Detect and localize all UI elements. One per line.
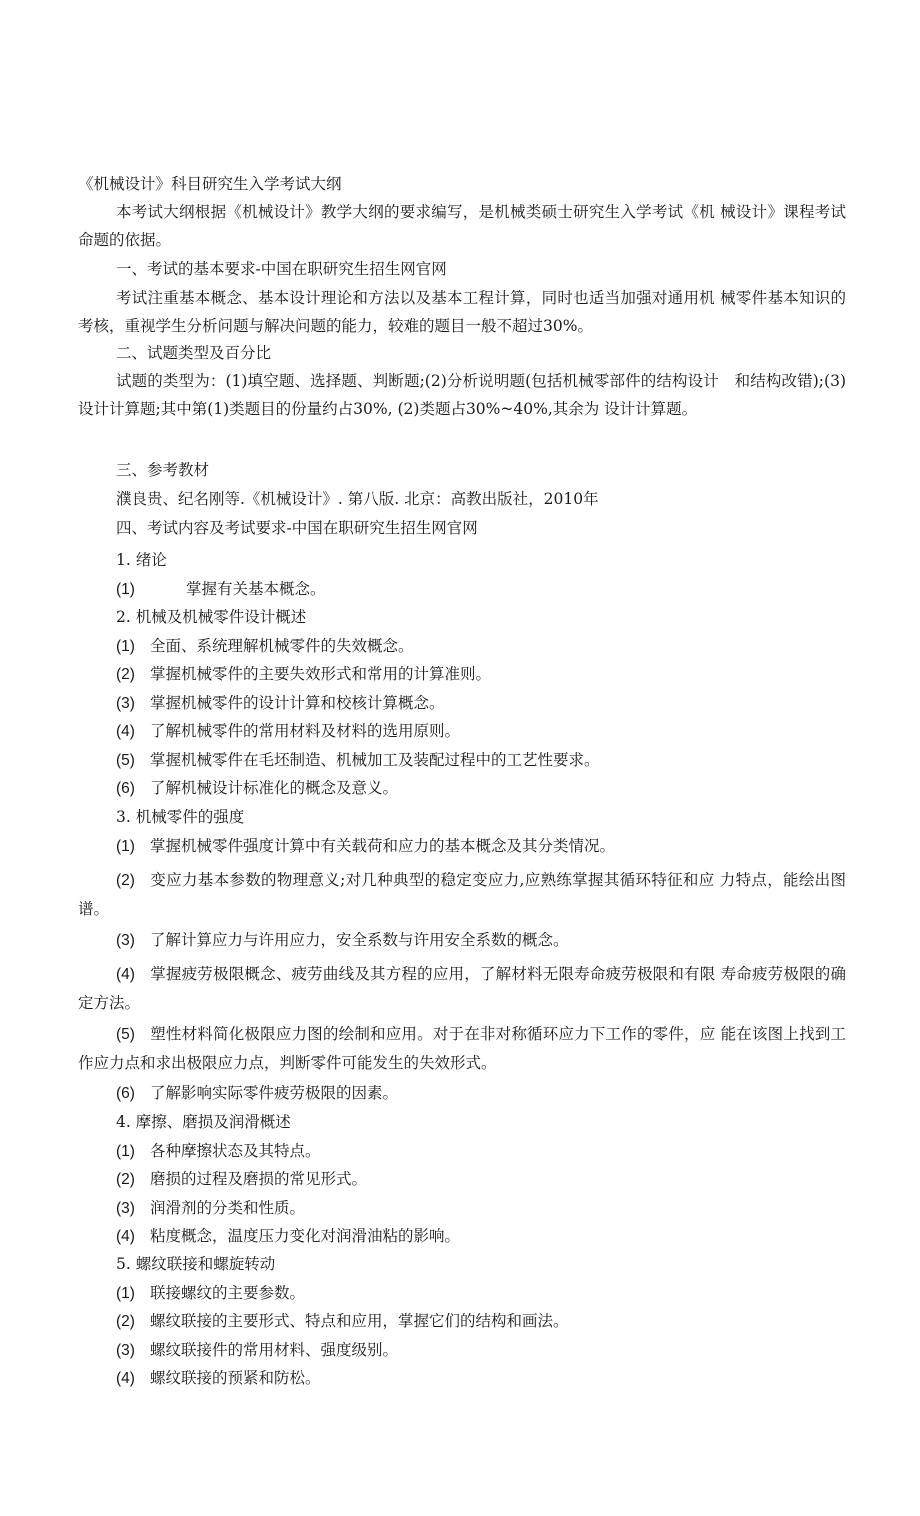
list-item xyxy=(116,1194,305,1223)
item-text: 粘度概念，温度压力变化对润滑油粘的影响。 xyxy=(150,1227,461,1245)
item-number: (1) xyxy=(116,638,135,655)
document-title: 《机械设计》科目研究生入学考试大纲 xyxy=(78,175,342,193)
chapter-3-heading: 3. 机械零件的强度 xyxy=(116,808,245,826)
list-item xyxy=(116,926,569,955)
list-item xyxy=(116,689,445,718)
list-item xyxy=(116,1079,398,1108)
item-number: (3) xyxy=(116,1200,135,1217)
item-text: 掌握有关基本概念。 xyxy=(186,580,326,598)
chapter-2-heading: 2. 机械及机械零件设计概述 xyxy=(116,608,307,626)
item-text: 磨损的过程及磨损的常见形式。 xyxy=(150,1170,368,1188)
item-number: (5) xyxy=(116,1026,135,1043)
list-item xyxy=(116,1364,321,1393)
section-4-heading: 四、考试内容及考试要求-中国在职研究生招生网官网 xyxy=(116,519,478,537)
item-number: (4) xyxy=(116,966,135,983)
item-text: 全面、系统理解机械零件的失效概念。 xyxy=(150,637,414,655)
list-item xyxy=(78,866,846,923)
item-text: 了解影响实际零件疲劳极限的因素。 xyxy=(150,1084,399,1102)
section-3-heading: 三、参考教材 xyxy=(116,461,210,479)
item-text: 掌握机械零件的设计计算和校核计算概念。 xyxy=(150,694,445,712)
section-2-heading: 二、试题类型及百分比 xyxy=(116,344,272,362)
item-number: (1) xyxy=(116,1285,135,1302)
list-item xyxy=(78,960,846,1017)
item-number: (1) xyxy=(116,838,135,855)
item-number: (3) xyxy=(116,695,135,712)
item-text: 掌握疲劳极限概念、疲劳曲线及其方程的应用，了解材料无限寿命疲劳极限和有限 寿命疲劳极限的确定方法。 xyxy=(78,965,846,1012)
item-text: 了解机械设计标准化的概念及意义。 xyxy=(150,779,399,797)
item-text: 了解计算应力与许用应力，安全系数与许用安全系数的概念。 xyxy=(150,931,569,949)
item-number: (3) xyxy=(116,1342,135,1359)
list-item xyxy=(116,1137,321,1166)
section-3-text: 濮良贵、纪名刚等.《机械设计》. 第八版. 北京：高教出版社，2010年 xyxy=(116,490,599,508)
section-2-text: 试题的类型为：(1)填空题、选择题、判断题;(2)分析说明题(包括机械零部件的结构设计 和结构改错);(3)设计计算题;其中第(1)类题目的份量约占30%, (2)类题占30%~40%,其余为 设计计算题。 xyxy=(78,372,846,418)
item-text: 润滑剂的分类和性质。 xyxy=(150,1199,306,1217)
list-item xyxy=(116,1165,367,1194)
item-number: (4) xyxy=(116,1370,135,1387)
chapter-1-heading: 1. 绪论 xyxy=(116,551,167,569)
item-number: (2) xyxy=(116,1171,135,1188)
chapter-5-heading: 5. 螺纹联接和螺旋转动 xyxy=(116,1255,276,1273)
item-text: 掌握机械零件在毛坯制造、机械加工及装配过程中的工艺性要求。 xyxy=(150,751,600,769)
intro-paragraph: 本考试大纲根据《机械设计》教学大纲的要求编写，是机械类硕士研究生入学考试《机 械设计》课程考试命题的依据。 xyxy=(78,203,846,249)
item-number: (4) xyxy=(116,1228,135,1245)
chapter-4-heading: 4. 摩擦、磨损及润滑概述 xyxy=(116,1113,291,1131)
item-text: 变应力基本参数的物理意义;对几种典型的稳定变应力,应熟练掌握其循环特征和应 力特点，能绘出图谱。 xyxy=(78,871,846,918)
item-number: (1) xyxy=(116,1143,135,1160)
section-1-heading: 一、考试的基本要求-中国在职研究生招生网官网 xyxy=(116,260,447,278)
list-item xyxy=(116,717,460,746)
list-item xyxy=(116,1222,460,1251)
item-number: (2) xyxy=(116,666,135,683)
list-item xyxy=(116,1279,305,1308)
item-number: (6) xyxy=(116,780,135,797)
item-text: 联接螺纹的主要参数。 xyxy=(150,1284,306,1302)
list-item xyxy=(116,660,491,689)
list-item xyxy=(116,1307,569,1336)
item-number: (6) xyxy=(116,1085,135,1102)
list-item xyxy=(78,1020,846,1077)
section-1-text: 考试注重基本概念、基本设计理论和方法以及基本工程计算，同时也适当加强对通用机 械零件基本知识的考核，重视学生分析问题与解决问题的能力，较难的题目一般不超过30%。 xyxy=(78,289,846,335)
list-item xyxy=(116,575,326,604)
item-number: (4) xyxy=(116,723,135,740)
item-text: 掌握机械零件的主要失效形式和常用的计算准则。 xyxy=(150,665,492,683)
item-number: (3) xyxy=(116,932,135,949)
item-number: (1) xyxy=(116,581,135,598)
item-text: 塑性材料简化极限应力图的绘制和应用。对于在非对称循环应力下工作的零件，应 能在该图上找到工作应力点和求出极限应力点，判断零件可能发生的失效形式。 xyxy=(78,1025,846,1072)
item-number: (2) xyxy=(116,872,135,889)
list-item xyxy=(116,632,414,661)
item-text: 螺纹联接的预紧和防松。 xyxy=(150,1369,321,1387)
list-item xyxy=(116,1336,398,1365)
item-text: 螺纹联接件的常用材料、强度级别。 xyxy=(150,1341,399,1359)
item-text: 螺纹联接的主要形式、特点和应用，掌握它们的结构和画法。 xyxy=(150,1312,569,1330)
list-item xyxy=(116,774,398,803)
item-number: (2) xyxy=(116,1313,135,1330)
item-text: 各种摩擦状态及其特点。 xyxy=(150,1142,321,1160)
list-item xyxy=(116,832,615,861)
list-item xyxy=(116,746,600,775)
item-text: 了解机械零件的常用材料及材料的选用原则。 xyxy=(150,722,461,740)
item-text: 掌握机械零件强度计算中有关载荷和应力的基本概念及其分类情况。 xyxy=(150,837,616,855)
item-number: (5) xyxy=(116,752,135,769)
